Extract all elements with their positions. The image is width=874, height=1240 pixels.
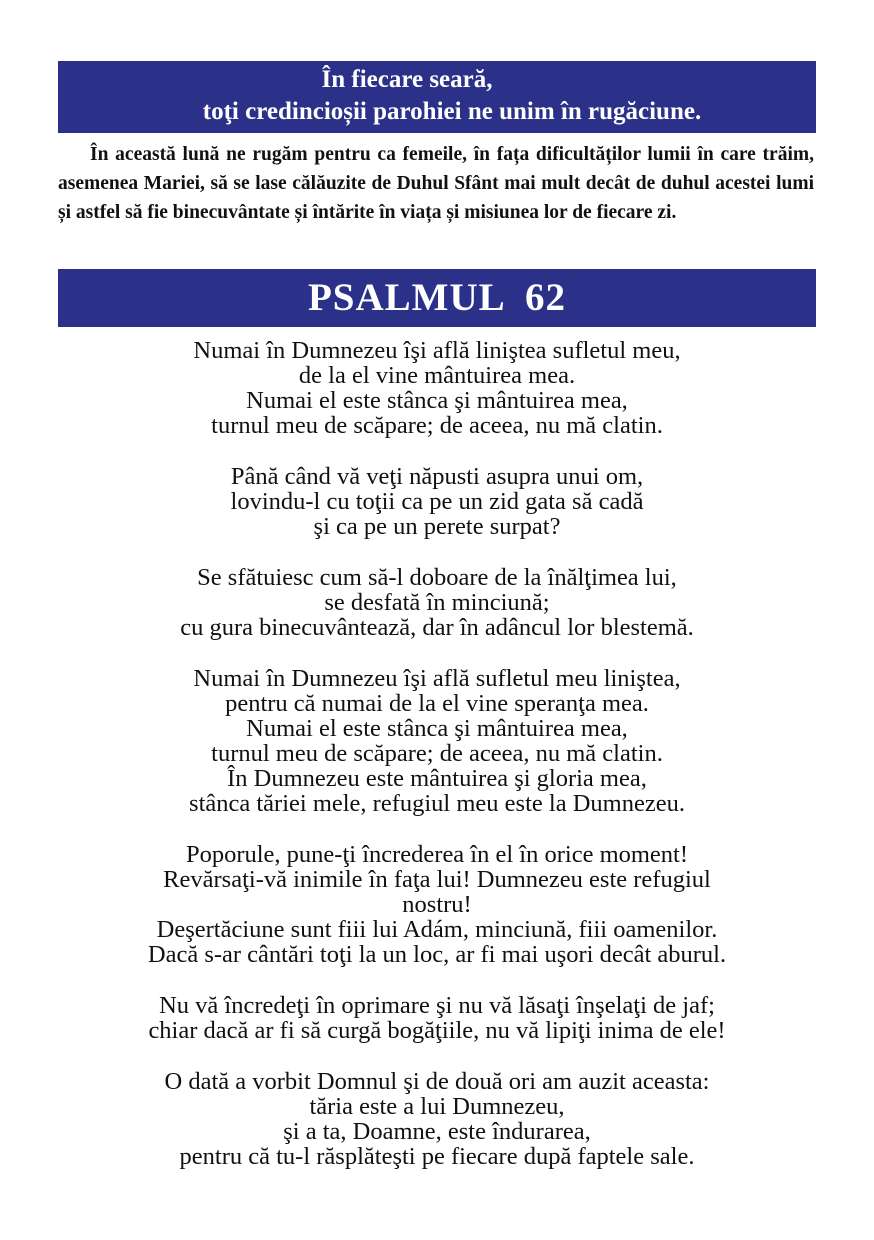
intro-banner bbox=[58, 61, 816, 133]
stanza bbox=[40, 666, 834, 816]
psalm-line: Numai în Dumnezeu îşi află sufletul meu liniştea, bbox=[193, 665, 681, 692]
psalm-line: Numai în Dumnezeu îşi află liniştea sufletul meu, bbox=[193, 337, 681, 364]
stanza bbox=[40, 565, 834, 640]
psalm-line: tăria este a lui Dumnezeu, bbox=[309, 1093, 565, 1120]
psalm-line: stânca tăriei mele, refugiul meu este la Dumnezeu. bbox=[189, 790, 685, 817]
psalm-line: cu gura binecuvântează, dar în adâncul lor blestemă. bbox=[180, 614, 694, 641]
psalm-line: În Dumnezeu este mântuirea şi gloria mea, bbox=[227, 765, 647, 792]
psalm-line: pentru că numai de la el vine speranţa mea. bbox=[225, 690, 649, 717]
stanza bbox=[40, 464, 834, 539]
stanza bbox=[40, 993, 834, 1043]
intro-paragraph: În această lună ne rugăm pentru ca femeile, în fața dificultăților lumii în care trăim, asemenea Mariei, să se lase călăuzite de Duhul Sfânt mai mult decât de duhul acestei lumi și astfel să fie binecuvântate și întărite în viața și misiunea lor de fiecare zi. bbox=[58, 144, 814, 223]
psalm-line: Se sfătuiesc cum să-l doboare de la înălţimea lui, bbox=[197, 564, 677, 591]
psalm-line: Până când vă veţi năpusti asupra unui om, bbox=[230, 463, 644, 490]
psalm-line: Dacă s-ar cântări toţi la un loc, ar fi mai uşori decât aburul. bbox=[147, 941, 727, 968]
psalm-line: turnul meu de scăpare; de aceea, nu mă clatin. bbox=[211, 740, 663, 767]
psalm-line: pentru că tu-l răsplăteşti pe fiecare după faptele sale. bbox=[179, 1143, 695, 1170]
psalm-text bbox=[40, 338, 834, 1169]
stanza bbox=[40, 842, 834, 967]
psalm-line: şi ca pe un perete surpat? bbox=[313, 513, 561, 540]
psalm-line: O dată a vorbit Domnul şi de două ori am auzit aceasta: bbox=[164, 1068, 710, 1095]
psalm-line: chiar dacă ar fi să curgă bogăţiile, nu vă lipiţi inima de ele! bbox=[148, 1017, 726, 1044]
psalm-line: Numai el este stânca şi mântuirea mea, bbox=[246, 715, 628, 742]
psalm-line: turnul meu de scăpare; de aceea, nu mă clatin. bbox=[211, 412, 663, 439]
stanza bbox=[40, 1069, 834, 1169]
psalm-line: se desfată în minciună; bbox=[324, 589, 550, 616]
psalm-line: Numai el este stânca şi mântuirea mea, bbox=[246, 387, 628, 414]
psalm-line: Poporule, pune-ţi încrederea în el în orice moment! bbox=[185, 841, 689, 868]
intro-banner-line-1: În fiecare seară, bbox=[321, 66, 493, 93]
stanza bbox=[40, 338, 834, 438]
psalm-line: Revărsaţi-vă inimile în faţa lui! Dumnezeu este refugiul bbox=[163, 866, 711, 893]
psalm-line: şi a ta, Doamne, este îndurarea, bbox=[283, 1118, 591, 1145]
psalm-title-banner bbox=[58, 269, 816, 327]
psalm-line: Nu vă încredeţi în oprimare şi nu vă lăsaţi înşelaţi de jaf; bbox=[159, 992, 715, 1019]
psalm-title: PSALMUL 62 bbox=[307, 276, 567, 319]
psalm-line: Deşertăciune sunt fiii lui Adám, minciună, fiii oamenilor. bbox=[156, 916, 718, 943]
psalm-line: lovindu-l cu toţii ca pe un zid gata să cadă bbox=[230, 488, 644, 515]
intro-banner-line-2: toţi credincioșii parohiei ne unim în rugăciune. bbox=[202, 98, 702, 125]
psalm-line: nostru! bbox=[402, 891, 472, 918]
psalm-line: de la el vine mântuirea mea. bbox=[298, 362, 576, 389]
